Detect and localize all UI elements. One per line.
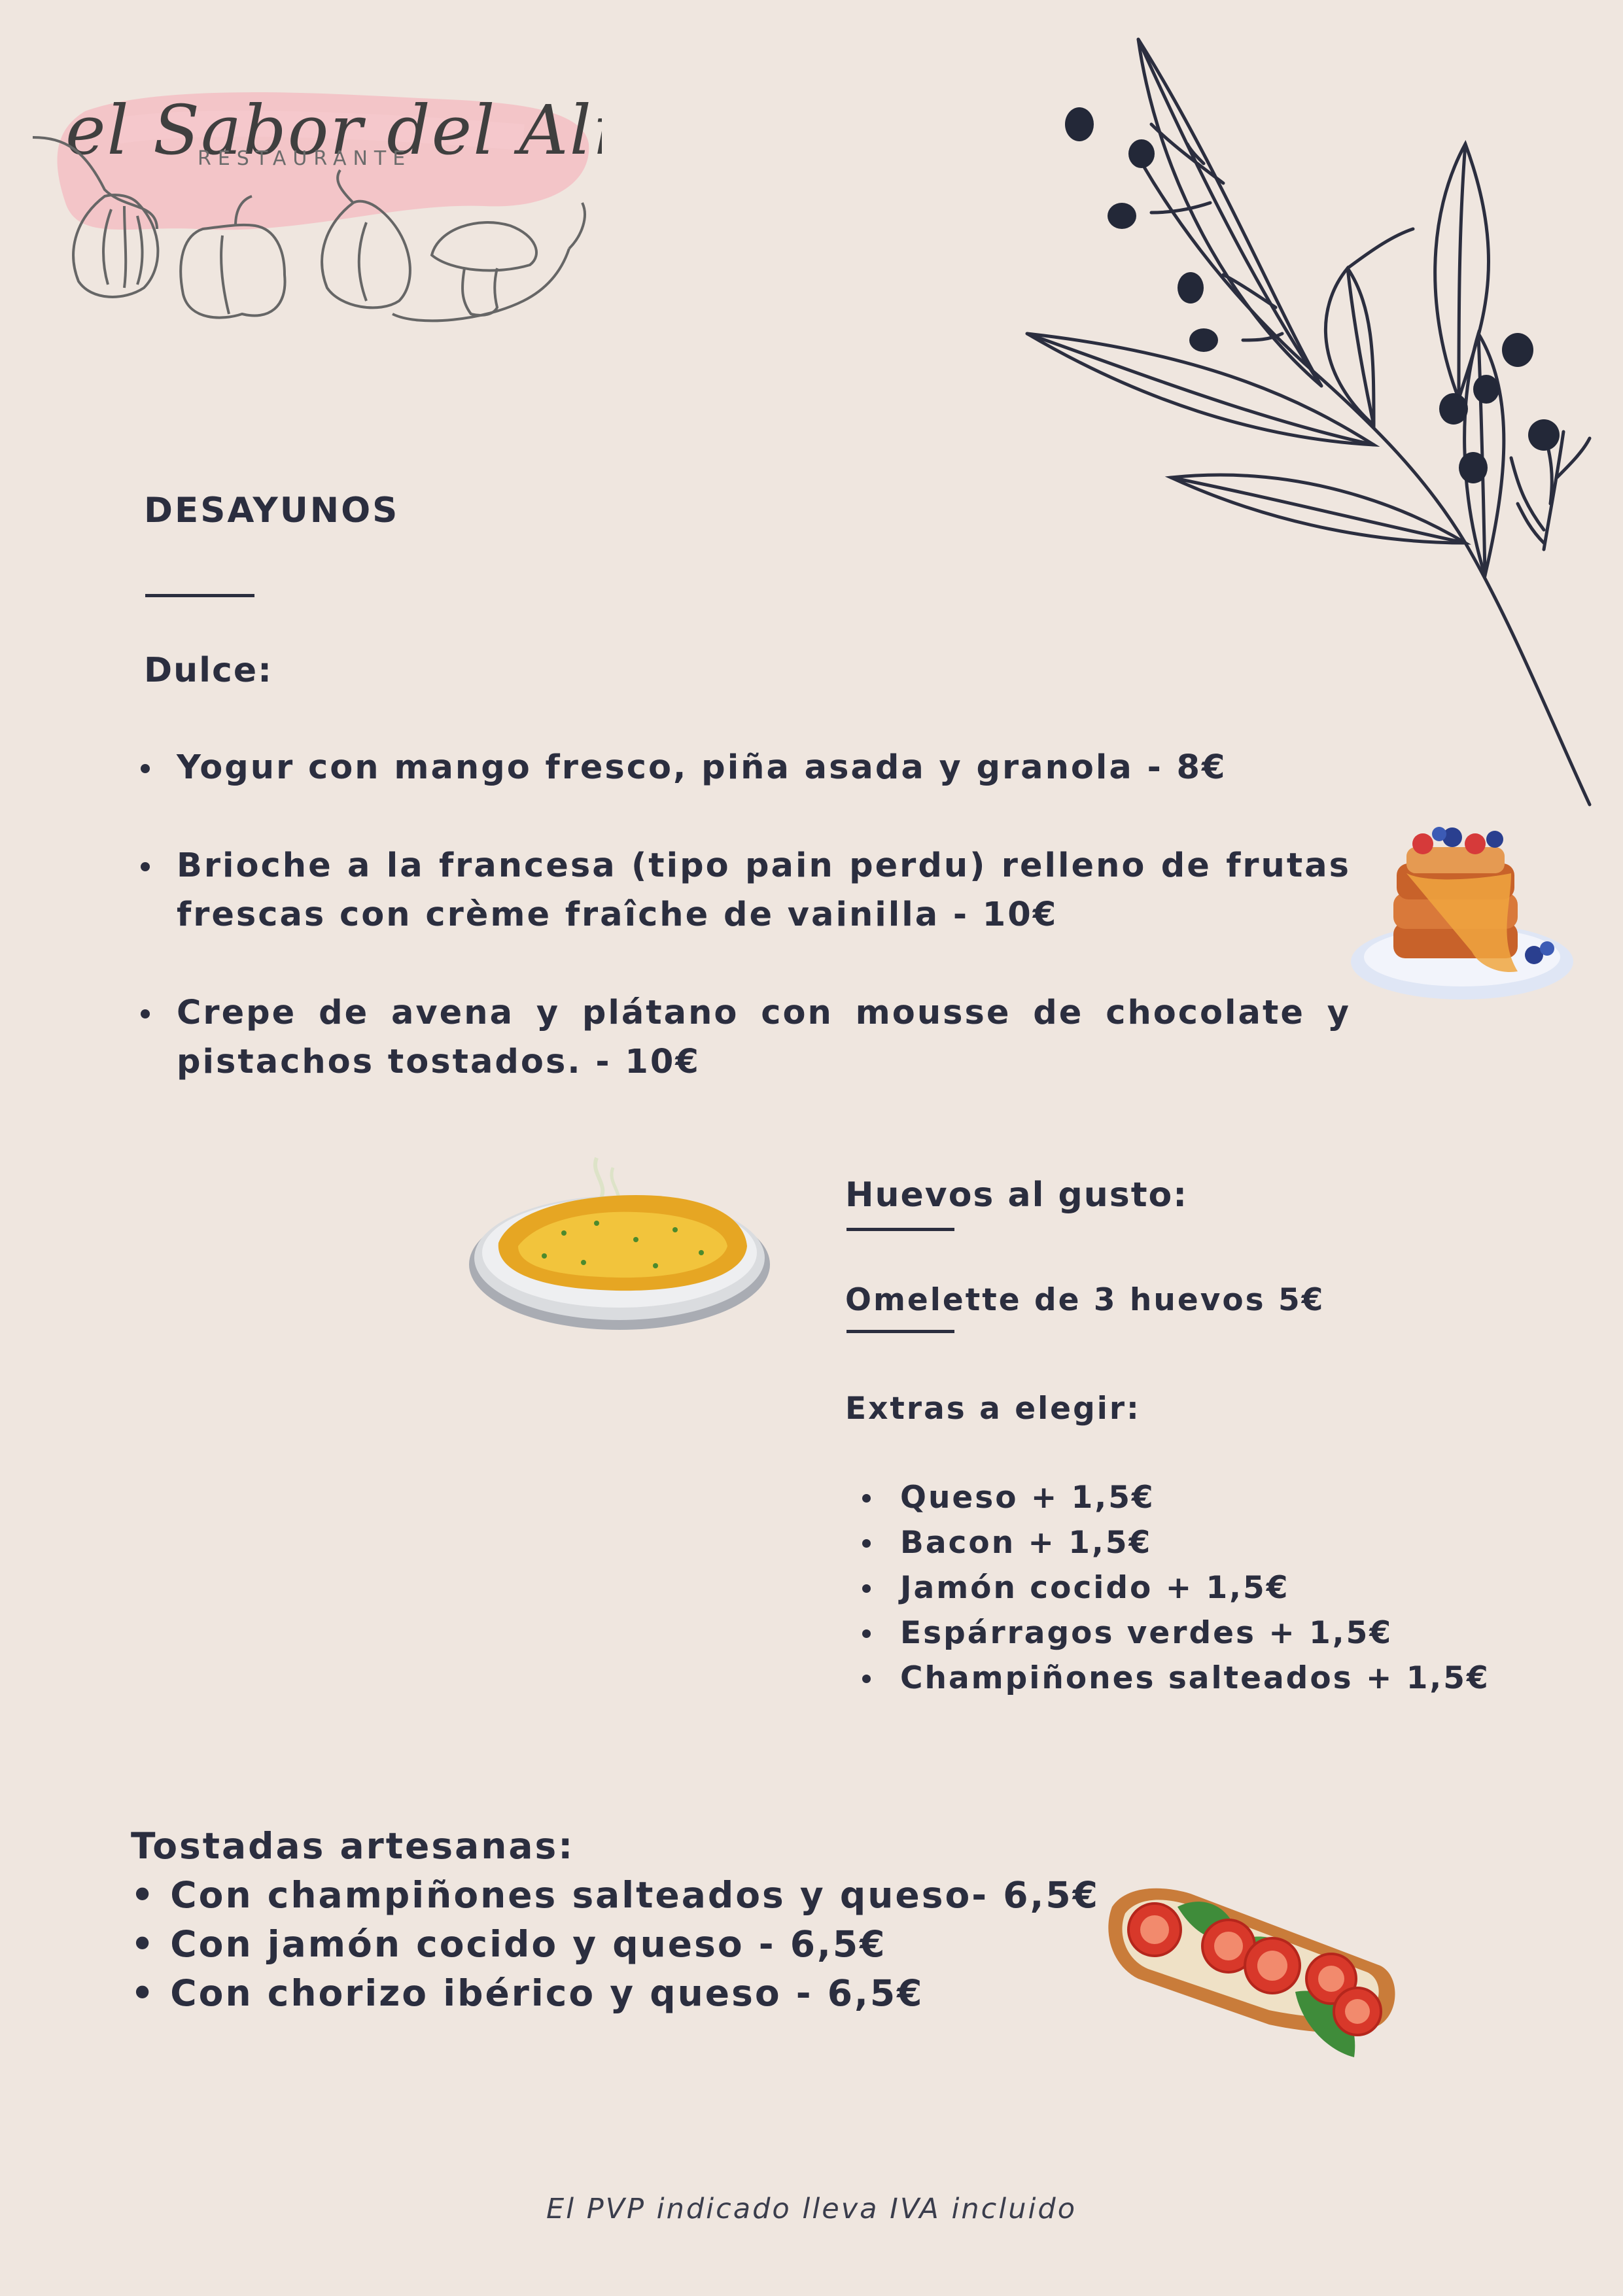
extras-heading: Extras a elegir: [845, 1391, 1141, 1427]
title-divider [145, 594, 254, 597]
omelette-divider [846, 1330, 954, 1333]
section-title: DESAYUNOS [144, 491, 400, 531]
list-item: Queso + 1,5€ [862, 1475, 1490, 1520]
list-item: Jamón cocido + 1,5€ [862, 1565, 1490, 1610]
dulce-list-2 [141, 841, 1351, 939]
tostadas-heading: Tostadas artesanas: [131, 1825, 575, 1867]
restaurant-logo [26, 39, 602, 327]
list-item: Brioche a la francesa (tipo pain perdu) relleno de frutas frescas con crème fraîche de vainilla - 10€ [141, 841, 1351, 939]
list-item: Bacon + 1,5€ [862, 1520, 1490, 1565]
tostadas-block [131, 1822, 1100, 2018]
huevos-heading: Huevos al gusto: [845, 1175, 1189, 1215]
list-item: Yogur con mango fresco, piña asada y granola - 8€ [141, 743, 1351, 792]
list-item: Espárragos verdes + 1,5€ [862, 1610, 1490, 1656]
list-item: • Con champiñones salteados y queso- 6,5€ [131, 1874, 1100, 1916]
list-item: Champiñones salteados + 1,5€ [862, 1656, 1490, 1701]
olive-branch-illustration [1007, 33, 1609, 818]
dulce-heading: Dulce: [144, 651, 273, 690]
list-item: Crepe de avena y plátano con mousse de chocolate y pistachos tostados. - 10€ [141, 988, 1351, 1087]
omelette-price: Omelette de 3 huevos 5€ [845, 1282, 1325, 1318]
french-toast-illustration [1348, 808, 1577, 1004]
list-item: • Con chorizo ibérico y queso - 6,5€ [131, 1972, 924, 2014]
toast-tomato-illustration [1099, 1868, 1406, 2070]
dulce-list-3 [141, 988, 1351, 1087]
logo-subtitle: RESTAURANTE [198, 147, 412, 170]
dulce-list [141, 743, 1351, 841]
list-item: • Con jamón cocido y queso - 6,5€ [131, 1923, 887, 1965]
omelette-illustration [466, 1148, 773, 1344]
footer-note: El PVP indicado lleva IVA incluido [546, 2193, 1077, 2225]
extras-list [862, 1475, 1490, 1701]
huevos-divider [846, 1228, 954, 1231]
logo-script: el Sabor del Al [65, 90, 593, 170]
